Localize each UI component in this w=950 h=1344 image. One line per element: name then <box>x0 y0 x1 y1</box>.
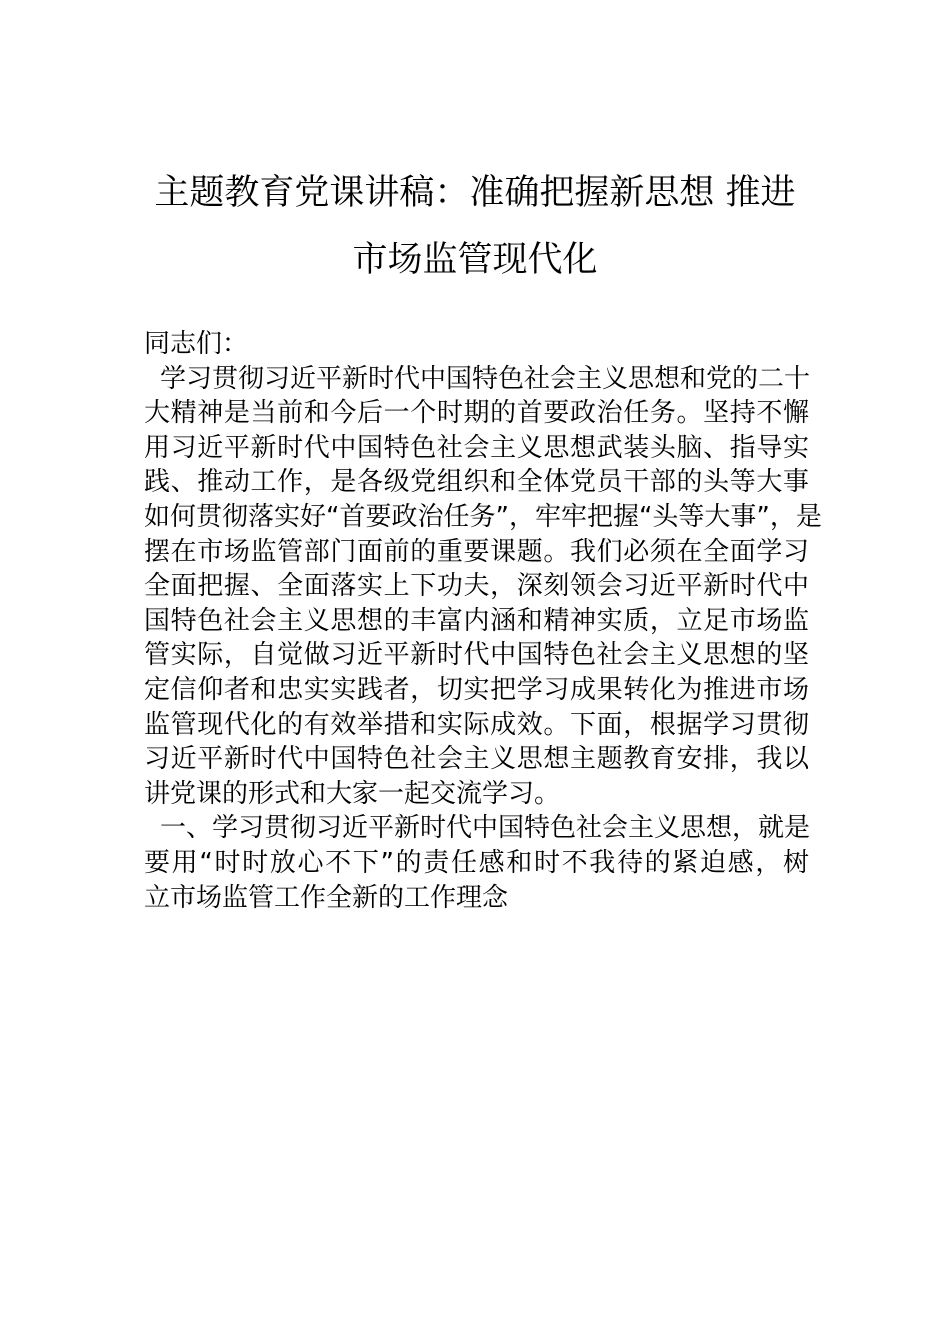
paragraph-line: 如何贯彻落实好“首要政治任务”，牢牢把握“头等大事”，是 <box>144 501 822 532</box>
title-line: 主题教育党课讲稿：准确把握新思想 推进 <box>154 173 796 213</box>
salutation: 同志们： <box>144 329 249 359</box>
paragraph-line: 习近平新时代中国特色社会主义思想主题教育安排，我以 <box>144 744 809 775</box>
heading-line: 一、学习贯彻习近平新时代中国特色社会主义思想，就是 <box>160 813 811 844</box>
paragraph-line: 学习贯彻习近平新时代中国特色社会主义思想和党的二十 <box>160 363 811 394</box>
paragraph-line: 讲党课的形式和大家一起交流学习。 <box>144 778 561 809</box>
paragraph-line: 践、推动工作，是各级党组织和全体党员干部的头等大事 <box>144 467 809 498</box>
paragraph-line: 用习近平新时代中国特色社会主义思想武装头脑、指导实 <box>144 432 809 463</box>
paragraph-line: 国特色社会主义思想的丰富内涵和精神实质，立足市场监 <box>144 605 809 636</box>
paragraph-line: 全面把握、全面落实上下功夫，深刻领会习近平新时代中 <box>144 571 809 602</box>
paragraph-line: 摆在市场监管部门面前的重要课题。我们必须在全面学习 <box>144 536 809 567</box>
paragraph-line: 监管现代化的有效举措和实际成效。下面，根据学习贯彻 <box>144 709 809 740</box>
title-line: 市场监管现代化 <box>352 240 598 280</box>
paragraph-line: 管实际，自觉做习近平新时代中国特色社会主义思想的坚 <box>144 640 809 671</box>
paragraph-line: 大精神是当前和今后一个时期的首要政治任务。坚持不懈 <box>144 398 809 429</box>
document-title <box>0 160 950 294</box>
heading-line: 立市场监管工作全新的工作理念 <box>144 882 509 913</box>
section-heading-1 <box>144 811 809 915</box>
document-body <box>144 327 822 915</box>
paragraph-line: 定信仰者和忠实实践者，切实把学习成果转化为推进市场 <box>144 674 809 705</box>
heading-line: 要用“时时放心不下”的责任感和时不我待的紧迫感，树 <box>144 847 809 878</box>
paragraph-1 <box>144 362 822 812</box>
